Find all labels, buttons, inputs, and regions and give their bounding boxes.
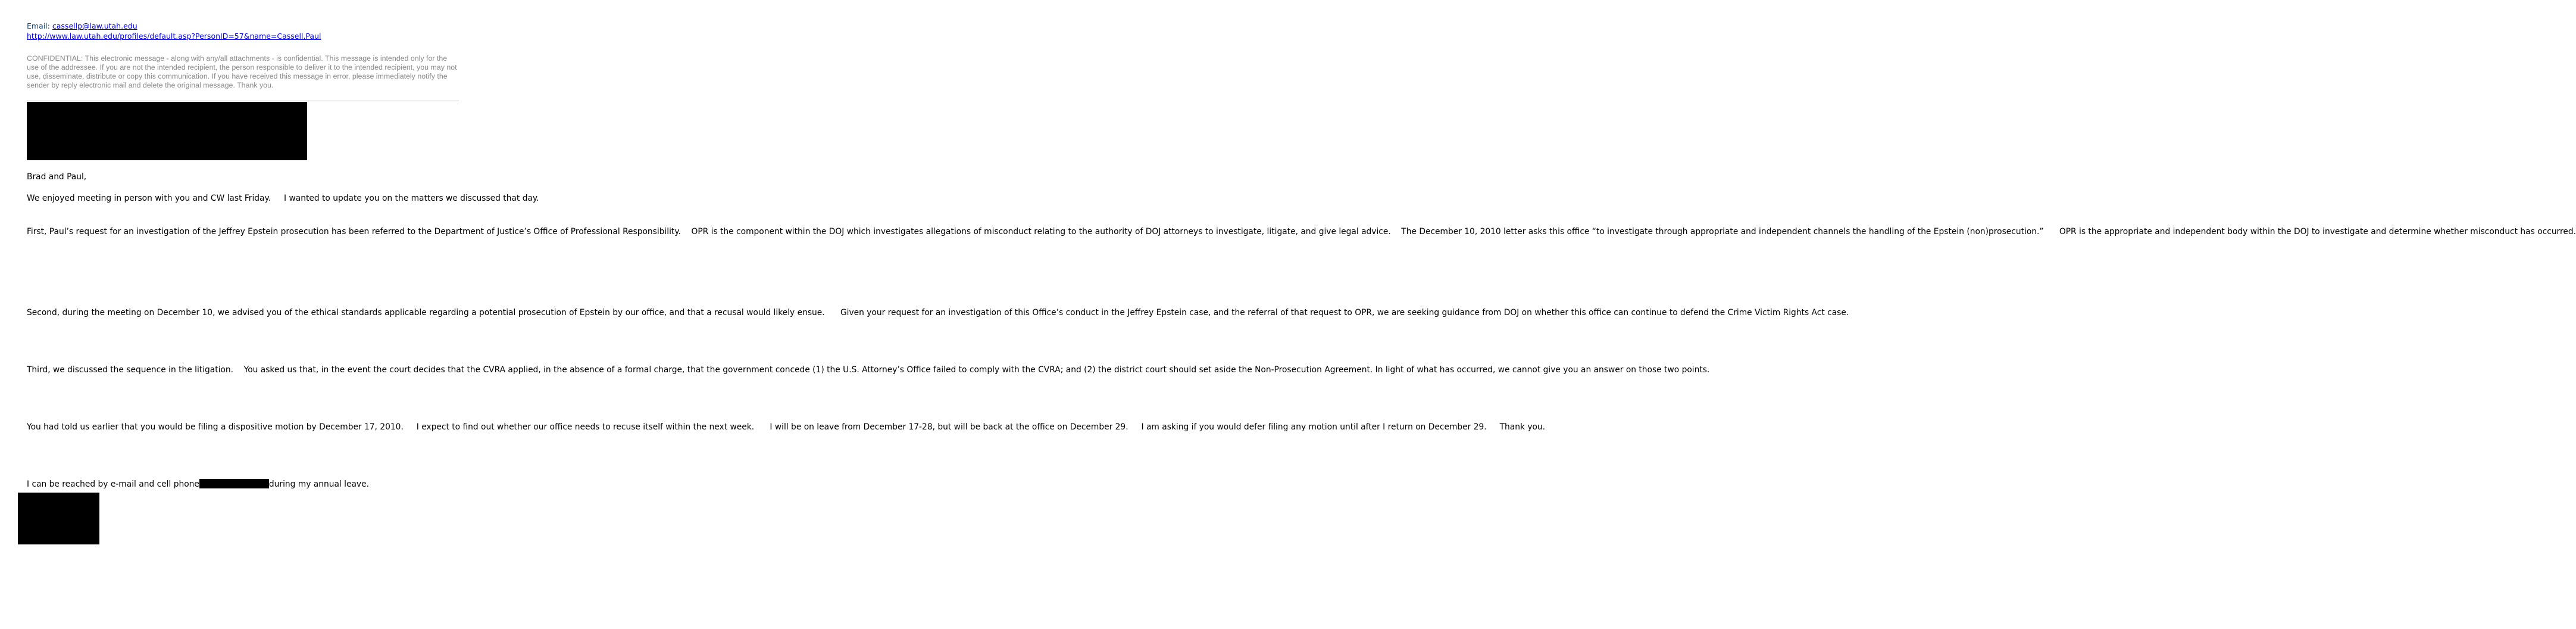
- greeting: Brad and Paul,: [27, 172, 87, 182]
- paragraph-1: [27, 192, 539, 204]
- paragraph-6-text-start: I can be reached by e-mail and cell phone: [27, 479, 199, 489]
- paragraph-3-text: Second, during the meeting on December 10, we advised you of the ethical standards applicable regarding a potential prosecution of Epstein by our office, and that a recusal would likely ensue. Given your request for an investigation of this Office’s conduct in the Jeffrey Epstein case, and the referral of that request to OPR, we are seeking guidance from DOJ on whether this office can continue to defend the Crime Victim Rights Act case.: [27, 308, 1849, 317]
- profile-url-link[interactable]: http://www.law.utah.edu/profiles/default.asp?PersonID=57&name=Cassell,Paul: [27, 32, 321, 41]
- sender-signature: [27, 21, 321, 41]
- redacted-header-block: [27, 102, 307, 160]
- paragraph-3: [27, 307, 1849, 319]
- paragraph-2-text: First, Paul’s request for an investigation of the Jeffrey Epstein prosecution has been referred to the Department of Justice’s Office of Professional Responsibility. OPR is the component within the DOJ which investigates allegations of misconduct relating to the authority of DOJ attorneys to investigate, litigate, and give legal advice. The December 10, 2010 letter asks this office “to investigate through appropriate and independent channels the handling of the Epstein (non)prosecution.” OPR is the appropriate and independent body within the DOJ to investigate and determine whether misconduct has occurred.: [27, 227, 2576, 236]
- email-link[interactable]: cassellp@law.utah.edu: [52, 21, 137, 30]
- paragraph-5-text: You had told us earlier that you would be filing a dispositive motion by December 17, 2010. I expect to find out whether our office needs to recuse itself within the next week. I will be on leave from December 17-28, but will be back at the office on December 29. I am asking if you would defer filing any motion until after I return on December 29. Thank you.: [27, 422, 1546, 432]
- paragraph-5: [27, 421, 1546, 433]
- profile-line: [27, 31, 321, 41]
- email-line: [27, 21, 321, 31]
- paragraph-4: [27, 364, 1710, 376]
- email-label: Email:: [27, 21, 50, 30]
- confidentiality-notice: CONFIDENTIAL: This electronic message - along with any/all attachments - is confidential. This message is intended only for the use of the addressee. If you are not the intended recipient, the person responsible to deliver it to the intended recipient, you may not use, disseminate, distribute or copy this communication. If you have received this message in error, please immediately notify the sender by reply electronic mail and delete the original message. Thank you.: [27, 54, 457, 89]
- redacted-sender-block: [18, 493, 99, 544]
- paragraph-6: [27, 478, 459, 490]
- paragraph-4-text: Third, we discussed the sequence in the litigation. You asked us that, in the event the court decides that the CVRA applied, in the absence of a formal charge, that the government concede (1) the U.S. Attorney’s Office failed to comply with the CVRA; and (2) the district court should set aside the Non-Prosecution Agreement. In light of what has occurred, we cannot give you an answer on those two points.: [27, 365, 1710, 375]
- paragraph-1-text: We enjoyed meeting in person with you and CW last Friday. I wanted to update you on the matters we discussed that day.: [27, 194, 539, 203]
- redacted-phone-number: [199, 479, 269, 488]
- paragraph-2: [27, 226, 2576, 238]
- paragraph-6-text-end: during my annual leave.: [268, 479, 369, 489]
